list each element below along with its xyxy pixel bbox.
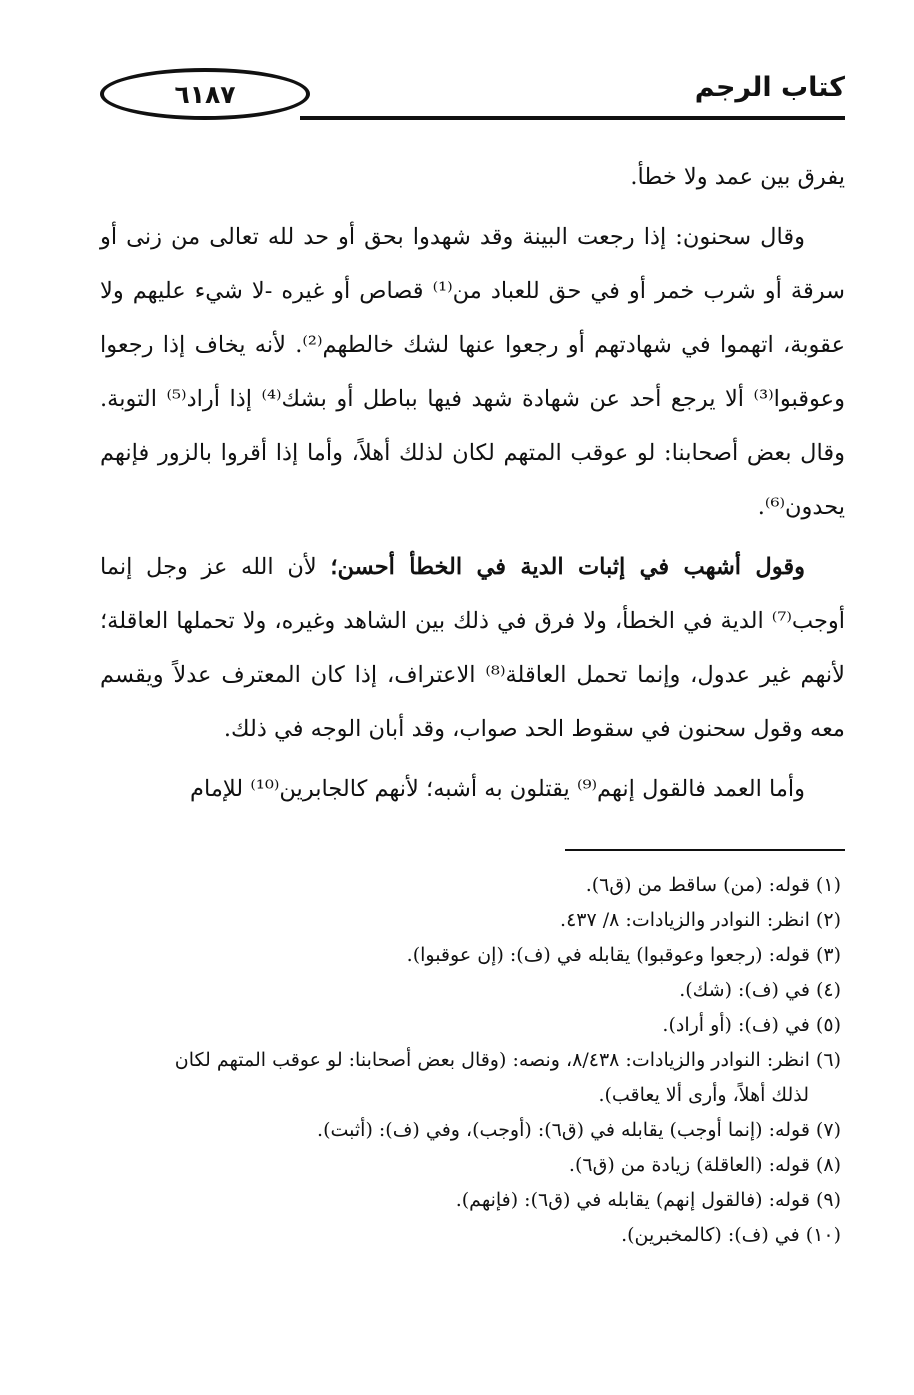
footnote-continuation: لذلك أهلاً، وأرى ألا يعاقب). (598, 1084, 809, 1106)
footnote: (١) قوله: (من) ساقط من (ق٦). (585, 874, 841, 896)
footnote: (٦) انظر: النوادر والزيادات: ٨/٤٣٨، ونصه: (وقال بعض أصحابنا: لو عوقب المتهم لكان (174, 1049, 841, 1071)
chapter-title: كتاب الرجم (694, 72, 845, 103)
footnote: (٩) قوله: (فالقول إنهم) يقابله في (ق٦): (فإنهم). (455, 1189, 841, 1211)
ashhab-rest: لأن الله عز وجل إنما أوجب⁽⁷⁾ الدية في الخطأ، ولا فرق في ذلك بين الشاهد وغيره، ولا تحملها العاقلة؛ لأنهم غير عدول، وإنما تحمل العاقلة⁽⁸⁾ الاعتراف، إذا كان المعترف عدلاً ويقسم معه وقول سحنون في سقوط الحد صواب، وقد أبان الوجه في ذلك. (100, 554, 845, 742)
main-text (100, 150, 845, 822)
footnote: (٤) في (ف): (شك). (679, 979, 841, 1001)
paragraph-ashhab (100, 540, 845, 756)
paragraph-amd: وأما العمد فالقول إنهم⁽⁹⁾ يقتلون به أشبه؛ لأنهم كالجابرين⁽¹⁰⁾ للإمام (190, 776, 805, 802)
footnote-separator (565, 849, 845, 851)
page-number-badge (100, 68, 310, 120)
paragraph-continuation: يفرق بين عمد ولا خطأ. (630, 164, 845, 190)
paragraph-sahnun: وقال سحنون: إذا رجعت البينة وقد شهدوا بحق أو حد لله تعالى من زنى أو سرقة أو شرب خمر أو في حق للعباد من⁽¹⁾ قصاص أو غيره -لا شيء عليهم ولا عقوبة، اتهموا في شهادتهم أو رجعوا عنها لشك خالطهم⁽²⁾. لأنه يخاف إذا رجعوا وعوقبوا⁽³⁾ ألا يرجع أحد عن شهادة شهد فيها بباطل أو بشك⁽⁴⁾ إذا أراد⁽⁵⁾ التوبة. وقال بعض أصحابنا: لو عوقب المتهم لكان لذلك أهلاً، وأما إذا أقروا بالزور فإنهم يحدون⁽⁶⁾. (100, 224, 846, 520)
ashhab-bold-phrase: وقول أشهب في إثبات الدية في الخطأ أحسن؛ (330, 554, 805, 580)
footnote: (٣) قوله: (رجعوا وعوقبوا) يقابله في (ف): (إن عوقبوا). (406, 944, 841, 966)
footnote: (٥) في (ف): (أو أراد). (662, 1014, 841, 1036)
footnote: (٧) قوله: (إنما أوجب) يقابله في (ق٦): (أوجب)، وفي (ف): (أثبت). (317, 1119, 841, 1141)
footnotes (100, 868, 845, 1253)
footnote: (٨) قوله: (العاقلة) زيادة من (ق٦). (568, 1154, 841, 1176)
page-header (100, 64, 845, 126)
header-rule (300, 116, 845, 120)
footnote: (٢) انظر: النوادر والزيادات: ٨/ ٤٣٧. (560, 909, 841, 931)
footnote: (١٠) في (ف): (كالمخبرين). (621, 1224, 841, 1246)
page-number: ٦١٨٧ (174, 79, 236, 109)
